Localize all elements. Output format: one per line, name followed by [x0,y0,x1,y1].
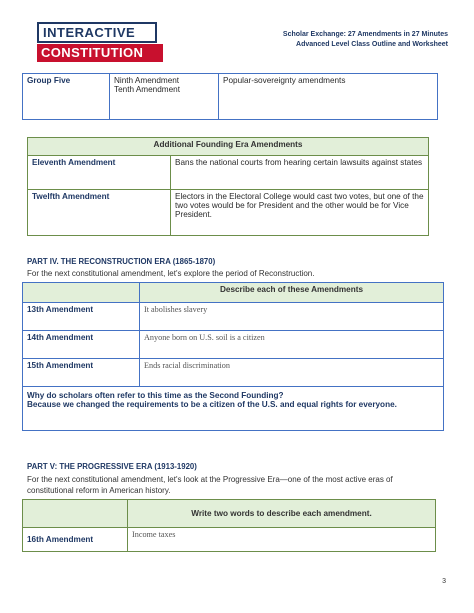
founding-era-title: Additional Founding Era Amendments [28,138,429,156]
amendment-description: Electors in the Electoral College would cast two votes, but one of the two votes would be for President and the other would be for Vice President. [171,190,429,236]
answer-field[interactable]: Income taxes [128,528,436,552]
amendment-description: Bans the national courts from hearing certain lawsuits against states [171,156,429,190]
group-theme: Popular-sovereignty amendments [219,74,438,120]
answer-field[interactable]: It abolishes slavery [140,303,444,331]
blank-header-cell [23,500,128,528]
page-number: 3 [442,578,446,585]
progressive-table [22,499,436,552]
answer-field[interactable]: Anyone born on U.S. soil is a citizen [140,331,444,359]
progressive-header: Write two words to describe each amendment. [128,500,436,528]
amendment-label: Twelfth Amendment [28,190,171,236]
logo [37,22,163,62]
document-header [283,30,448,50]
amendment-label: 13th Amendment [23,303,140,331]
reconstruction-header: Describe each of these Amendments [140,283,444,303]
founding-era-table [27,137,429,236]
part-4-title: PART IV. THE RECONSTRUCTION ERA (1865-1870) [27,257,216,266]
header-title: Scholar Exchange: 27 Amendments in 27 Minutes [282,31,448,38]
second-founding-cell[interactable] [23,387,444,431]
second-founding-question: Why do scholars often refer to this time as the Second Founding? [27,391,284,400]
logo-line-1: INTERACTIVE [37,22,157,43]
group-label: Group Five [23,74,110,120]
part-5-intro: For the next constitutional amendment, let's look at the Progressive Era—one of the most active eras of constitutional reform in American history. [27,475,393,495]
blank-header-cell [23,283,140,303]
part-4-intro: For the next constitutional amendment, let's explore the period of Reconstruction. [27,269,315,278]
group-amendments [110,74,219,120]
second-founding-answer[interactable]: Because we changed the requirements to be a citizen of the U.S. and equal rights for everyone. [27,400,397,409]
group-five-table [22,73,438,120]
amendment-label: 14th Amendment [23,331,140,359]
logo-line-2: CONSTITUTION [37,44,163,62]
amendment-label: 16th Amendment [23,528,128,552]
amendment-label: 15th Amendment [23,359,140,387]
group-amendment-item: Tenth Amendment [114,85,180,94]
reconstruction-table [22,282,444,431]
answer-field[interactable]: Ends racial discrimination [140,359,444,387]
part-5-title: PART V: THE PROGRESSIVE ERA (1913-1920) [27,462,197,471]
amendment-label: Eleventh Amendment [28,156,171,190]
group-amendment-item: Ninth Amendment [114,76,180,85]
header-subtitle: Advanced Level Class Outline and Worksheet [296,41,448,48]
